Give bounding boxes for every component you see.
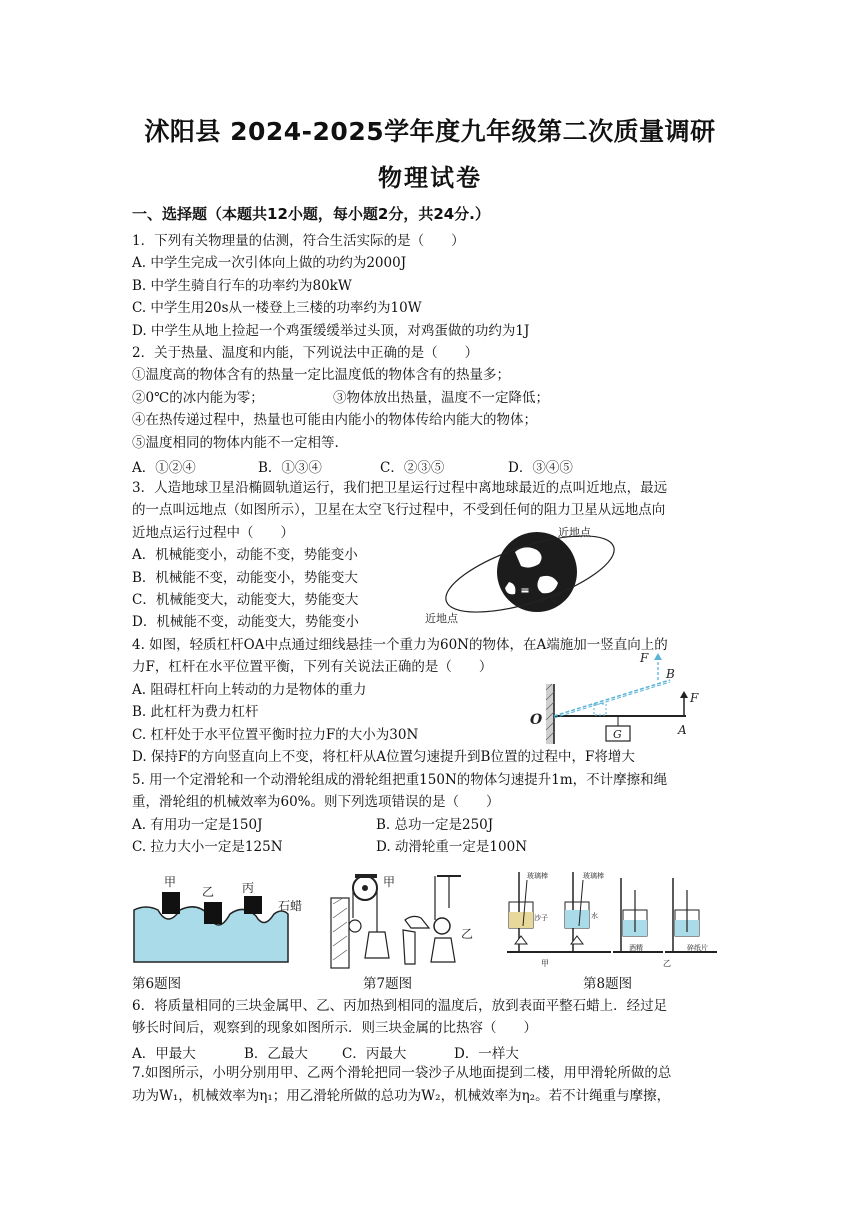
sand-beaker [509,912,533,928]
q2-option-b: B．①③④ [258,460,322,476]
section-heading: 一、选择题（本题共12小题，每小题2分，共24分.） [132,205,490,223]
q6-option-c: C．丙最大 [342,1046,407,1062]
q3-stem-line1: 3．人造地球卫星沿椭圆轨道运行，我们把卫星运行过程中离地球最近的点叫近地点，最远 [132,480,668,496]
q6-option-a: A．甲最大 [132,1046,196,1062]
q3-stem-line3: 近地点运行过程中（ ） [132,525,294,541]
fig-label-satellite: 卫星 [538,592,560,605]
satellite-orbit-figure [425,522,620,627]
fig7-pulleys [325,868,495,972]
fig6-metal-on-wax [132,870,312,966]
q2-option-c: C．②③⑤ [380,460,445,476]
fig8-heating-experiment [497,866,719,970]
q7-stem-line2: 功为W₁，机械效率为η₁；用乙滑轮所做的总功为W₂，机械效率为η₂。若不计绳重与摩擦， [132,1088,671,1104]
label-rod-1: 玻璃棒 [527,872,548,880]
sand-bag-2 [431,938,455,962]
q1-option-c: C. 中学生用20s从一楼登上三楼的功率约为10W [132,300,422,316]
sand-bag-1 [365,932,389,958]
q3-option-a: A．机械能变小，动能不变，势能变小 [132,547,358,563]
q7-stem-line1: 7.如图所示，小明分别用甲、乙两个滑轮把同一袋沙子从地面提到二楼，用甲滑轮所做的总 [132,1065,672,1081]
label-o: O [530,712,543,728]
q3-stem-line2: 的一点叫远地点（如图所示），卫星在太空飞行过程中，不受到任何的阻力卫星从远地点向 [132,502,666,518]
label-yi: 乙 [663,959,671,968]
label-jia: 甲 [541,959,549,968]
q2-statement-3: ③物体放出热量，温度不一定降低； [333,390,549,406]
q2-option-a: A．①②④ [132,460,196,476]
q6-option-d: D．一样大 [454,1046,519,1062]
metal-jia [162,892,180,914]
q5-stem-line1: 5. 用一个定滑轮和一个动滑轮组成的滑轮组把重150N的物体匀速提升1m，不计摩擦和绳 [132,772,668,788]
label-water: 水 [591,912,598,920]
exam-title: 沭阳县 2024-2025学年度九年级第二次质量调研 [144,117,716,146]
fig7-caption: 第7题图 [363,976,413,992]
fig-label-top: 近地点 [558,526,591,539]
q5-option-b: B. 总功一定是250J [376,817,494,833]
fig6-caption: 第6题图 [132,976,182,992]
label-sand: 沙子 [534,914,548,922]
label-rod-2: 玻璃棒 [583,872,604,880]
water-beaker [565,910,589,928]
metal-bing [244,896,262,914]
q1-option-a: A. 中学生完成一次引体向上做的功约为2000J [132,255,407,271]
q2-stem: 2．关于热量、温度和内能，下列说法中正确的是（ ） [132,345,479,361]
q2-option-d: D．③④⑤ [508,460,573,476]
q1-stem: 1．下列有关物理量的估测，符合生活实际的是（ ） [132,233,465,249]
q4-stem-line2: 力F，杠杆在水平位置平衡，下列有关说法正确的是（ ） [132,659,493,675]
lever-figure [526,644,726,746]
label-yi: 乙 [461,927,474,941]
q5-option-d: D. 动滑轮重一定是100N [376,839,528,855]
fig-label-bottom: 近地点 [425,612,458,625]
q4-option-c: C. 杠杆处于水平位置平衡时拉力F的大小为30N [132,727,419,743]
label-a: A [678,723,687,737]
q3-option-d: D．机械能不变，动能变大，势能变小 [132,614,359,630]
label-wax: 石蜡 [278,899,303,913]
q1-option-b: B. 中学生骑自行车的功率约为80kW [132,278,352,294]
q3-option-b: B．机械能不变，动能变小，势能变大 [132,570,358,586]
q6-stem-line1: 6．将质量相同的三块金属甲、乙、丙加热到相同的温度后，放到表面平整石蜡上．经过足 [132,998,668,1014]
q1-option-d: D. 中学生从地上捡起一个鸡蛋缓缓举过头顶，对鸡蛋做的功约为1J [132,323,530,339]
q4-stem-line1: 4. 如图，轻质杠杆OA中点通过细线悬挂一个重力为60N的物体，在A端施加一竖直向上的 [132,637,668,653]
q2-statement-1: ①温度高的物体含有的热量一定比温度低的物体含有的热量多； [132,367,510,383]
q5-stem-line2: 重，滑轮组的机械效率为60%。则下列选项错误的是（ ） [132,794,500,810]
label-yi: 乙 [202,885,215,899]
label-jia: 甲 [164,875,177,889]
q5-option-c: C. 拉力大小一定是125N [132,839,283,855]
exam-subtitle: 物理试卷 [378,164,482,192]
label-bing: 丙 [242,881,255,895]
label-f: F [690,691,699,705]
lever-raised-position [554,680,670,716]
q2-statement-2: ②0℃的冰内能为零； [132,390,264,406]
q2-statement-4: ④在热传递过程中，热量也可能由内能小的物体传给内能大的物体； [132,412,537,428]
weight-label: G [613,728,622,741]
earth-globe [497,532,577,612]
q6-option-b: B．乙最大 [244,1046,308,1062]
q5-option-a: A. 有用功一定是150J [132,817,263,833]
q6-stem-line2: 够长时间后，观察到的现象如图所示．则三块金属的比热容（ ） [132,1020,537,1036]
label-f-raised: F [640,651,649,665]
q4-option-b: B. 此杠杆为费力杠杆 [132,704,259,720]
label-paper: 碎纸片 [687,944,708,952]
label-b: B [666,667,675,681]
label-alcohol: 酒精 [629,944,643,952]
movable-pulley [434,918,450,934]
q4-option-a: A. 阻碍杠杆向上转动的力是物体的重力 [132,682,367,698]
metal-yi [204,902,222,924]
q2-statement-5: ⑤温度相同的物体内能不一定相等. [132,435,339,451]
q4-option-d: D. 保持F的方向竖直向上不变，将杠杆从A位置匀速提升到B位置的过程中，F将增大 [132,749,635,765]
fig8-caption: 第8题图 [583,976,633,992]
q3-option-c: C．机械能变大，动能变大，势能变大 [132,592,359,608]
label-jia: 甲 [383,875,396,889]
